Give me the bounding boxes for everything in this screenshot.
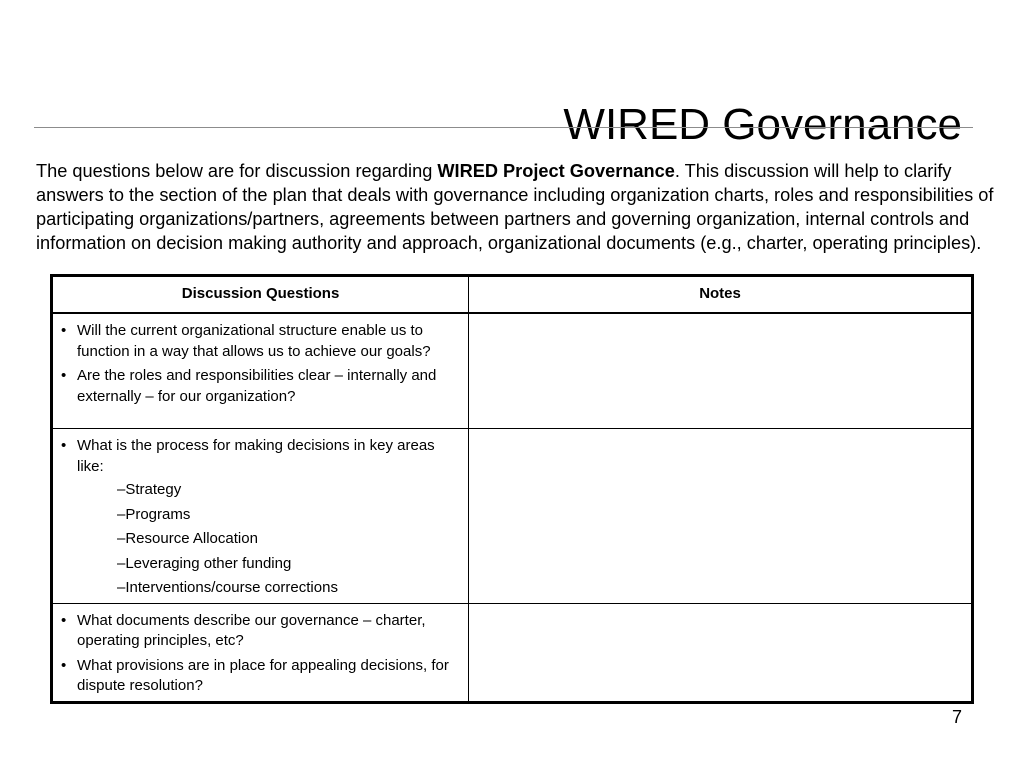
intro-emphasis: WIRED Project Governance xyxy=(437,161,675,182)
notes-cell[interactable] xyxy=(469,313,973,429)
question-item xyxy=(61,611,456,652)
slide-title: WIRED Governance xyxy=(563,100,962,150)
question-text: What provisions are in place for appealing decisions, for dispute resolution? xyxy=(77,656,449,694)
bullet-icon: • xyxy=(61,437,67,454)
bullet-icon: • xyxy=(61,367,67,384)
questions-cell xyxy=(52,429,469,604)
sub-item: –Interventions/course corrections xyxy=(117,579,338,596)
notes-cell[interactable] xyxy=(469,429,973,604)
header-notes: Notes xyxy=(469,276,973,314)
sub-item: –Resource Allocation xyxy=(117,530,258,547)
question-text: Are the roles and responsibilities clear – internally and externally – for our organization? xyxy=(77,367,437,405)
question-list xyxy=(53,314,468,407)
bullet-icon: • xyxy=(61,611,67,629)
notes-cell[interactable] xyxy=(469,603,973,702)
bullet-icon: • xyxy=(61,322,67,339)
table-row xyxy=(52,429,973,604)
question-item xyxy=(61,436,456,599)
question-text: Will the current organizational structure enable us to function in a way that allows us to achieve our goals? xyxy=(77,322,431,360)
header-discussion-questions: Discussion Questions xyxy=(52,276,469,314)
question-text: What documents describe our governance – charter, operating principles, etc? xyxy=(77,611,426,649)
sub-item: –Leveraging other funding xyxy=(117,554,292,572)
question-item xyxy=(61,321,456,362)
table-row xyxy=(52,313,973,429)
sub-item: –Programs xyxy=(117,505,191,523)
question-text: What is the process for making decisions in key areas like: xyxy=(77,437,435,475)
question-list xyxy=(53,429,468,599)
sub-item: –Strategy xyxy=(117,481,182,498)
intro-lead: The questions below are for discussion regarding xyxy=(36,161,438,182)
questions-cell xyxy=(52,603,469,702)
questions-cell xyxy=(52,313,469,429)
discussion-table xyxy=(50,274,974,704)
intro-paragraph xyxy=(36,159,996,255)
page-number: 7 xyxy=(951,707,962,727)
question-item xyxy=(61,366,456,407)
table-header-row xyxy=(52,276,973,314)
intro-rest: . This discussion will help to clarify answers to the section of the plan that deals with governance including organization charts, roles and responsibilities of participating organizations/partners, agreements between partners and governing organization, internal controls and information on decision making authority and approach, organizational documents (e.g., charter, operating principles). xyxy=(36,161,994,254)
table-row xyxy=(52,603,973,702)
title-divider xyxy=(34,127,973,128)
question-item xyxy=(61,656,456,697)
bullet-icon: • xyxy=(61,656,67,674)
decision-areas-list xyxy=(77,480,456,599)
question-list xyxy=(53,604,468,697)
